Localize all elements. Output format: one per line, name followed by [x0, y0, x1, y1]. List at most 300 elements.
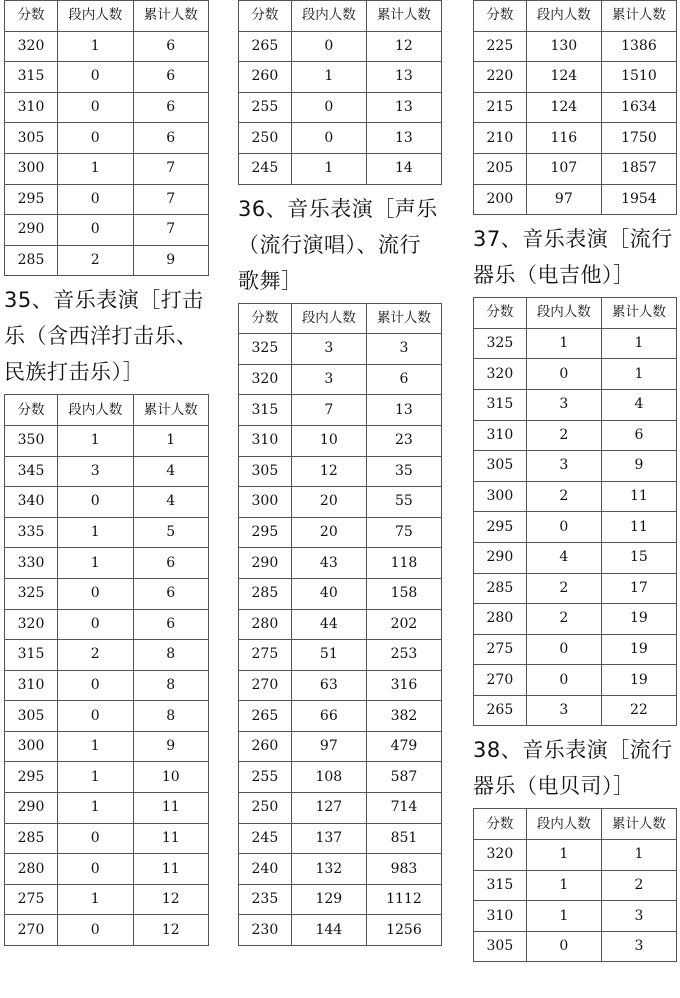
- cumulative-count-cell: 5: [133, 517, 209, 548]
- score-cell: 315: [5, 640, 58, 671]
- segment-count-cell: 107: [526, 153, 601, 184]
- table-row: [239, 854, 442, 885]
- segment-count-cell: 10: [291, 425, 366, 456]
- cumulative-count-cell: 9: [133, 731, 209, 762]
- cumulative-count-cell: 13: [366, 92, 441, 123]
- table-header-row: [5, 395, 209, 426]
- score-cell: 205: [474, 153, 527, 184]
- cumulative-count-cell: 983: [366, 854, 441, 885]
- section-35-title: [4, 282, 209, 390]
- cumulative-count-cell: 7: [133, 184, 209, 215]
- score-cell: 295: [5, 184, 58, 215]
- score-cell: 245: [239, 823, 292, 854]
- cumulative-count-cell: 11: [601, 481, 676, 512]
- score-cell: 300: [474, 481, 527, 512]
- header-cumulative-count: 累计人数: [366, 1, 441, 32]
- table-row: [5, 487, 209, 518]
- segment-count-cell: 130: [526, 31, 601, 62]
- cumulative-count-cell: 851: [366, 823, 441, 854]
- score-table-38: [473, 808, 677, 962]
- table-row: [5, 731, 209, 762]
- table-row: [239, 364, 442, 395]
- cumulative-count-cell: 13: [366, 123, 441, 154]
- table-row: [239, 640, 442, 671]
- cumulative-count-cell: 6: [366, 364, 441, 395]
- table-row: [239, 517, 442, 548]
- table-row: [474, 153, 677, 184]
- segment-count-cell: 0: [291, 123, 366, 154]
- score-cell: 285: [5, 245, 58, 276]
- cumulative-count-cell: 9: [601, 451, 676, 482]
- score-cell: 325: [474, 328, 527, 359]
- segment-count-cell: 0: [58, 823, 133, 854]
- score-cell: 315: [239, 395, 292, 426]
- segment-count-cell: 3: [526, 695, 601, 726]
- segment-count-cell: 43: [291, 548, 366, 579]
- segment-count-cell: 1: [58, 425, 133, 456]
- score-cell: 250: [239, 793, 292, 824]
- table-row: [5, 245, 209, 276]
- cumulative-count-cell: 479: [366, 731, 441, 762]
- score-cell: 305: [239, 456, 292, 487]
- segment-count-cell: 63: [291, 670, 366, 701]
- cumulative-count-cell: 11: [601, 512, 676, 543]
- score-cell: 290: [5, 793, 58, 824]
- cumulative-count-cell: 11: [133, 793, 209, 824]
- column-1: [4, 0, 209, 946]
- table-row: [474, 62, 677, 93]
- section-title-line: 歌舞］: [238, 268, 303, 293]
- score-table-35: [4, 394, 209, 946]
- cumulative-count-cell: 35: [366, 456, 441, 487]
- score-cell: 305: [474, 931, 527, 962]
- cumulative-count-cell: 4: [133, 487, 209, 518]
- cumulative-count-cell: 3: [366, 334, 441, 365]
- segment-count-cell: 1: [58, 762, 133, 793]
- score-cell: 240: [239, 854, 292, 885]
- header-cumulative-count: 累计人数: [133, 395, 209, 426]
- table-header-row: [239, 303, 442, 334]
- score-cell: 310: [474, 901, 527, 932]
- segment-count-cell: 1: [526, 870, 601, 901]
- table-row: [474, 870, 677, 901]
- table-row: [239, 153, 442, 184]
- table-row: [474, 542, 677, 573]
- table-row: [239, 915, 442, 946]
- table-row: [239, 334, 442, 365]
- score-cell: 295: [239, 517, 292, 548]
- segment-count-cell: 44: [291, 609, 366, 640]
- table-row: [239, 123, 442, 154]
- score-cell: 340: [5, 487, 58, 518]
- cumulative-count-cell: 158: [366, 578, 441, 609]
- score-cell: 310: [5, 670, 58, 701]
- table-row: [474, 573, 677, 604]
- segment-count-cell: 1: [58, 793, 133, 824]
- score-cell: 265: [474, 695, 527, 726]
- score-cell: 290: [5, 215, 58, 246]
- table-row: [474, 123, 677, 154]
- score-cell: 290: [239, 548, 292, 579]
- cumulative-count-cell: 15: [601, 542, 676, 573]
- cumulative-count-cell: 23: [366, 425, 441, 456]
- table-row: [5, 854, 209, 885]
- cumulative-count-cell: 1: [133, 425, 209, 456]
- table-row: [5, 640, 209, 671]
- table-row: [474, 389, 677, 420]
- cumulative-count-cell: 22: [601, 695, 676, 726]
- table-row: [5, 92, 209, 123]
- table-row: [5, 578, 209, 609]
- score-table-continued: [473, 0, 677, 215]
- score-cell: 230: [239, 915, 292, 946]
- table-row: [474, 359, 677, 390]
- segment-count-cell: 20: [291, 487, 366, 518]
- table-row: [239, 884, 442, 915]
- segment-count-cell: 1: [291, 62, 366, 93]
- cumulative-count-cell: 17: [601, 573, 676, 604]
- header-cumulative-count: 累计人数: [601, 298, 676, 329]
- cumulative-count-cell: 8: [133, 701, 209, 732]
- segment-count-cell: 116: [526, 123, 601, 154]
- header-score: 分数: [5, 395, 58, 426]
- section-title-line: 民族打击乐）］: [4, 360, 144, 385]
- segment-count-cell: 1: [58, 548, 133, 579]
- score-cell: 305: [5, 123, 58, 154]
- header-score: 分数: [239, 303, 292, 334]
- cumulative-count-cell: 19: [601, 634, 676, 665]
- segment-count-cell: 51: [291, 640, 366, 671]
- score-cell: 305: [474, 451, 527, 482]
- header-segment-count: 段内人数: [291, 1, 366, 32]
- score-cell: 295: [5, 762, 58, 793]
- score-cell: 270: [474, 665, 527, 696]
- cumulative-count-cell: 7: [133, 153, 209, 184]
- segment-count-cell: 3: [526, 451, 601, 482]
- section-36-title: [238, 191, 442, 299]
- table-row: [474, 604, 677, 635]
- score-cell: 285: [474, 573, 527, 604]
- table-row: [5, 456, 209, 487]
- score-cell: 270: [5, 915, 58, 946]
- segment-count-cell: 0: [291, 92, 366, 123]
- score-cell: 350: [5, 425, 58, 456]
- segment-count-cell: 0: [58, 215, 133, 246]
- segment-count-cell: 1: [58, 153, 133, 184]
- table-row: [5, 123, 209, 154]
- cumulative-count-cell: 11: [133, 823, 209, 854]
- segment-count-cell: 124: [526, 92, 601, 123]
- segment-count-cell: 2: [58, 245, 133, 276]
- section-38-title: [473, 732, 677, 804]
- table-row: [5, 793, 209, 824]
- score-cell: 320: [474, 359, 527, 390]
- cumulative-count-cell: 55: [366, 487, 441, 518]
- cumulative-count-cell: 8: [133, 670, 209, 701]
- segment-count-cell: 2: [526, 573, 601, 604]
- score-cell: 235: [239, 884, 292, 915]
- cumulative-count-cell: 14: [366, 153, 441, 184]
- cumulative-count-cell: 19: [601, 604, 676, 635]
- segment-count-cell: 2: [526, 604, 601, 635]
- cumulative-count-cell: 12: [133, 884, 209, 915]
- table-row: [5, 548, 209, 579]
- segment-count-cell: 1: [58, 517, 133, 548]
- header-segment-count: 段内人数: [526, 809, 601, 840]
- cumulative-count-cell: 1: [601, 359, 676, 390]
- cumulative-count-cell: 9: [133, 245, 209, 276]
- score-cell: 295: [474, 512, 527, 543]
- table-row: [239, 62, 442, 93]
- cumulative-count-cell: 316: [366, 670, 441, 701]
- score-cell: 310: [5, 92, 58, 123]
- section-title-line: 器乐（电贝司）］: [473, 774, 635, 799]
- section-title-line: 器乐（电吉他）］: [473, 263, 635, 288]
- cumulative-count-cell: 202: [366, 609, 441, 640]
- header-score: 分数: [5, 1, 58, 32]
- table-header-row: [474, 298, 677, 329]
- score-cell: 285: [5, 823, 58, 854]
- table-row: [474, 665, 677, 696]
- table-row: [474, 92, 677, 123]
- table-header-row: [474, 809, 677, 840]
- score-cell: 280: [239, 609, 292, 640]
- header-score: 分数: [474, 298, 527, 329]
- score-table-36: [238, 303, 442, 946]
- score-cell: 270: [239, 670, 292, 701]
- header-segment-count: 段内人数: [58, 395, 133, 426]
- section-title-line: （流行演唱）、流行: [238, 232, 421, 257]
- table-row: [239, 395, 442, 426]
- cumulative-count-cell: 382: [366, 701, 441, 732]
- table-row: [239, 31, 442, 62]
- score-cell: 305: [5, 701, 58, 732]
- table-row: [239, 578, 442, 609]
- table-row: [5, 517, 209, 548]
- table-row: [239, 823, 442, 854]
- table-row: [474, 840, 677, 871]
- cumulative-count-cell: 714: [366, 793, 441, 824]
- table-row: [474, 512, 677, 543]
- cumulative-count-cell: 6: [601, 420, 676, 451]
- segment-count-cell: 0: [58, 184, 133, 215]
- segment-count-cell: 66: [291, 701, 366, 732]
- segment-count-cell: 0: [526, 359, 601, 390]
- segment-count-cell: 0: [526, 634, 601, 665]
- cumulative-count-cell: 10: [133, 762, 209, 793]
- segment-count-cell: 132: [291, 854, 366, 885]
- score-cell: 300: [5, 731, 58, 762]
- header-segment-count: 段内人数: [291, 303, 366, 334]
- section-title-line: 38、音乐表演［流行: [473, 738, 673, 763]
- segment-count-cell: 124: [526, 62, 601, 93]
- cumulative-count-cell: 6: [133, 31, 209, 62]
- segment-count-cell: 1: [291, 153, 366, 184]
- segment-count-cell: 0: [526, 931, 601, 962]
- table-header-row: [474, 1, 677, 32]
- segment-count-cell: 1: [526, 901, 601, 932]
- table-row: [474, 451, 677, 482]
- table-row: [5, 701, 209, 732]
- cumulative-count-cell: 75: [366, 517, 441, 548]
- cumulative-count-cell: 118: [366, 548, 441, 579]
- table-row: [474, 184, 677, 215]
- cumulative-count-cell: 6: [133, 123, 209, 154]
- score-cell: 325: [5, 578, 58, 609]
- table-row: [474, 901, 677, 932]
- cumulative-count-cell: 12: [133, 915, 209, 946]
- section-title-line: 乐（含西洋打击乐、: [4, 324, 198, 349]
- score-cell: 275: [5, 884, 58, 915]
- section-37-title: [473, 221, 677, 293]
- score-cell: 310: [474, 420, 527, 451]
- table-row: [5, 884, 209, 915]
- cumulative-count-cell: 587: [366, 762, 441, 793]
- header-score: 分数: [474, 1, 527, 32]
- table-row: [5, 609, 209, 640]
- score-cell: 265: [239, 701, 292, 732]
- segment-count-cell: 4: [526, 542, 601, 573]
- cumulative-count-cell: 2: [601, 870, 676, 901]
- cumulative-count-cell: 1857: [601, 153, 676, 184]
- cumulative-count-cell: 6: [133, 92, 209, 123]
- table-row: [5, 153, 209, 184]
- score-cell: 220: [474, 62, 527, 93]
- cumulative-count-cell: 4: [601, 389, 676, 420]
- segment-count-cell: 127: [291, 793, 366, 824]
- segment-count-cell: 137: [291, 823, 366, 854]
- table-row: [5, 670, 209, 701]
- segment-count-cell: 0: [58, 670, 133, 701]
- cumulative-count-cell: 1256: [366, 915, 441, 946]
- cumulative-count-cell: 7: [133, 215, 209, 246]
- score-cell: 280: [5, 854, 58, 885]
- table-row: [474, 481, 677, 512]
- score-cell: 200: [474, 184, 527, 215]
- segment-count-cell: 1: [526, 328, 601, 359]
- score-cell: 265: [239, 31, 292, 62]
- score-cell: 260: [239, 62, 292, 93]
- cumulative-count-cell: 13: [366, 395, 441, 426]
- score-cell: 255: [239, 762, 292, 793]
- table-row: [5, 425, 209, 456]
- table-header-row: [5, 1, 209, 32]
- segment-count-cell: 1: [526, 840, 601, 871]
- cumulative-count-cell: 1: [601, 328, 676, 359]
- segment-count-cell: 7: [291, 395, 366, 426]
- score-cell: 290: [474, 542, 527, 573]
- score-cell: 320: [239, 364, 292, 395]
- section-title-line: 35、音乐表演［打击: [4, 288, 204, 313]
- cumulative-count-cell: 1112: [366, 884, 441, 915]
- score-cell: 215: [474, 92, 527, 123]
- segment-count-cell: 0: [291, 31, 366, 62]
- cumulative-count-cell: 13: [366, 62, 441, 93]
- segment-count-cell: 2: [526, 481, 601, 512]
- score-table-37: [473, 297, 677, 726]
- segment-count-cell: 1: [58, 884, 133, 915]
- score-cell: 345: [5, 456, 58, 487]
- segment-count-cell: 2: [526, 420, 601, 451]
- header-segment-count: 段内人数: [526, 1, 601, 32]
- table-row: [239, 701, 442, 732]
- score-cell: 255: [239, 92, 292, 123]
- cumulative-count-cell: 6: [133, 578, 209, 609]
- segment-count-cell: 0: [526, 512, 601, 543]
- score-cell: 320: [474, 840, 527, 871]
- table-row: [5, 31, 209, 62]
- segment-count-cell: 97: [291, 731, 366, 762]
- section-title-line: 36、音乐表演［声乐: [238, 196, 438, 221]
- segment-count-cell: 3: [526, 389, 601, 420]
- segment-count-cell: 97: [526, 184, 601, 215]
- segment-count-cell: 108: [291, 762, 366, 793]
- score-table-continued: [4, 0, 209, 276]
- segment-count-cell: 1: [58, 31, 133, 62]
- segment-count-cell: 3: [291, 334, 366, 365]
- segment-count-cell: 0: [58, 487, 133, 518]
- cumulative-count-cell: 1954: [601, 184, 676, 215]
- table-row: [239, 548, 442, 579]
- segment-count-cell: 0: [58, 915, 133, 946]
- header-score: 分数: [239, 1, 292, 32]
- score-cell: 315: [474, 389, 527, 420]
- score-cell: 325: [239, 334, 292, 365]
- segment-count-cell: 20: [291, 517, 366, 548]
- segment-count-cell: 3: [291, 364, 366, 395]
- cumulative-count-cell: 3: [601, 931, 676, 962]
- score-cell: 210: [474, 123, 527, 154]
- table-row: [474, 328, 677, 359]
- score-cell: 300: [239, 487, 292, 518]
- table-row: [239, 670, 442, 701]
- table-header-row: [239, 1, 442, 32]
- score-cell: 225: [474, 31, 527, 62]
- cumulative-count-cell: 253: [366, 640, 441, 671]
- score-cell: 300: [5, 153, 58, 184]
- table-row: [239, 456, 442, 487]
- cumulative-count-cell: 6: [133, 548, 209, 579]
- segment-count-cell: 40: [291, 578, 366, 609]
- score-table-continued: [238, 0, 442, 185]
- segment-count-cell: 2: [58, 640, 133, 671]
- score-cell: 315: [5, 62, 58, 93]
- segment-count-cell: 3: [58, 456, 133, 487]
- segment-count-cell: 0: [58, 609, 133, 640]
- cumulative-count-cell: 6: [133, 62, 209, 93]
- table-row: [239, 731, 442, 762]
- table-row: [474, 31, 677, 62]
- header-cumulative-count: 累计人数: [366, 303, 441, 334]
- segment-count-cell: 0: [58, 92, 133, 123]
- cumulative-count-cell: 1: [601, 840, 676, 871]
- segment-count-cell: 0: [58, 578, 133, 609]
- score-cell: 320: [5, 31, 58, 62]
- cumulative-count-cell: 1510: [601, 62, 676, 93]
- score-cell: 275: [474, 634, 527, 665]
- table-row: [239, 425, 442, 456]
- segment-count-cell: 129: [291, 884, 366, 915]
- table-row: [474, 634, 677, 665]
- table-row: [5, 823, 209, 854]
- table-row: [5, 762, 209, 793]
- header-cumulative-count: 累计人数: [601, 809, 676, 840]
- header-cumulative-count: 累计人数: [601, 1, 676, 32]
- table-row: [5, 62, 209, 93]
- table-row: [474, 695, 677, 726]
- table-row: [5, 184, 209, 215]
- header-segment-count: 段内人数: [526, 298, 601, 329]
